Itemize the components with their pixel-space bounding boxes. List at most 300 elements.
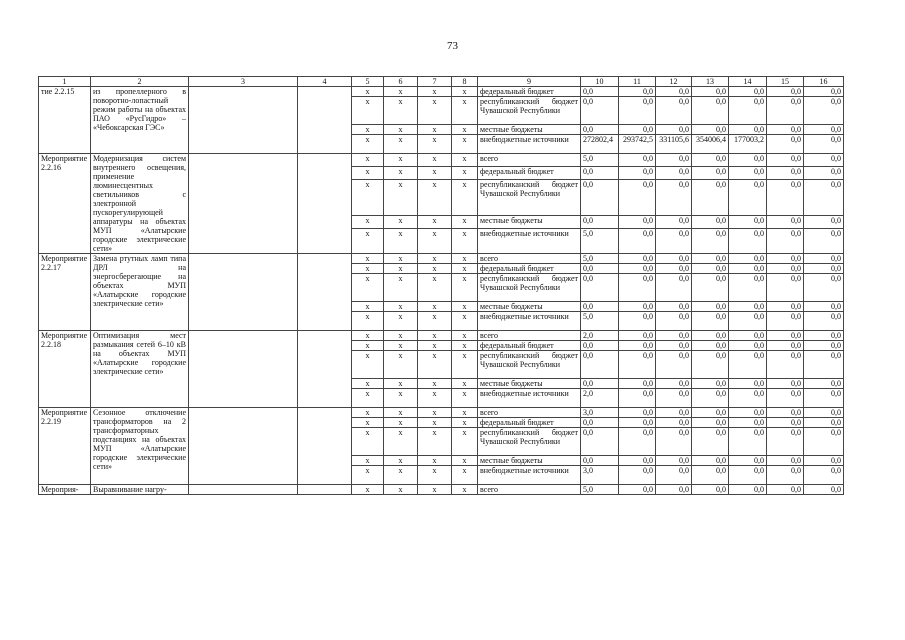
amount-cell: 0,0: [619, 274, 656, 302]
amount-cell: 0,0: [619, 125, 656, 135]
code-cell: x: [384, 351, 418, 379]
funding-source: местные бюджеты: [478, 302, 581, 312]
amount-cell: 0,0: [692, 154, 729, 167]
amount-cell: 0,0: [656, 125, 692, 135]
code-cell: x: [452, 274, 478, 302]
code-cell: x: [352, 254, 384, 264]
amount-cell: 0,0: [619, 216, 656, 229]
code-cell: x: [418, 379, 452, 389]
code-cell: x: [452, 456, 478, 466]
amount-cell: 0,0: [581, 166, 619, 179]
amount-cell: 0,0: [729, 254, 767, 264]
code-cell: x: [418, 216, 452, 229]
code-cell: x: [418, 302, 452, 312]
amount-cell: 0,0: [804, 351, 844, 379]
amount-cell: 0,0: [729, 125, 767, 135]
amount-cell: 0,0: [656, 154, 692, 167]
amount-cell: 0,0: [692, 351, 729, 379]
amount-cell: 0,0: [692, 331, 729, 341]
code-cell: x: [384, 331, 418, 341]
code-cell: x: [452, 428, 478, 456]
column-header: 14: [729, 77, 767, 87]
code-cell: x: [384, 229, 418, 254]
code-cell: x: [384, 341, 418, 351]
amount-cell: 0,0: [804, 302, 844, 312]
amount-cell: 0,0: [656, 428, 692, 456]
column-header: 15: [767, 77, 804, 87]
code-cell: x: [352, 216, 384, 229]
code-cell: x: [418, 135, 452, 154]
column-header: 9: [478, 77, 581, 87]
measure-description: Модернизация систем внутреннего освещения, применение люминесцентных светильников с электронной пускорегулирующей аппаратуры на объектах МУП «Алатырские городские электрические сети»: [91, 154, 189, 254]
code-cell: x: [384, 408, 418, 418]
coexecutor-cell: [298, 485, 352, 495]
amount-cell: 0,0: [804, 341, 844, 351]
table-row: [39, 408, 844, 418]
amount-cell: 0,0: [804, 229, 844, 254]
amount-cell: 0,0: [581, 302, 619, 312]
amount-cell: 3,0: [581, 408, 619, 418]
code-cell: x: [384, 264, 418, 274]
amount-cell: 0,0: [804, 379, 844, 389]
amount-cell: 0,0: [804, 418, 844, 428]
column-header-row: [39, 77, 844, 87]
code-cell: x: [352, 428, 384, 456]
code-cell: x: [452, 87, 478, 97]
amount-cell: 0,0: [619, 408, 656, 418]
amount-cell: 0,0: [729, 274, 767, 302]
code-cell: x: [384, 379, 418, 389]
code-cell: x: [418, 274, 452, 302]
amount-cell: 0,0: [692, 418, 729, 428]
amount-cell: 0,0: [767, 97, 804, 125]
amount-cell: 0,0: [767, 264, 804, 274]
code-cell: x: [352, 341, 384, 351]
code-cell: x: [352, 229, 384, 254]
code-cell: x: [352, 264, 384, 274]
code-cell: x: [452, 341, 478, 351]
amount-cell: 0,0: [581, 125, 619, 135]
amount-cell: 0,0: [619, 379, 656, 389]
amount-cell: 0,0: [692, 428, 729, 456]
amount-cell: 0,0: [804, 456, 844, 466]
code-cell: x: [352, 466, 384, 485]
amount-cell: 0,0: [729, 466, 767, 485]
amount-cell: 0,0: [729, 456, 767, 466]
code-cell: x: [452, 254, 478, 264]
amount-cell: 0,0: [804, 331, 844, 341]
amount-cell: 0,0: [581, 351, 619, 379]
amount-cell: 0,0: [619, 485, 656, 495]
code-cell: x: [384, 302, 418, 312]
amount-cell: 0,0: [729, 389, 767, 408]
amount-cell: 0,0: [729, 418, 767, 428]
responsible-cell: [189, 254, 298, 331]
amount-cell: 0,0: [656, 312, 692, 331]
amount-cell: 2,0: [581, 331, 619, 341]
amount-cell: 0,0: [581, 264, 619, 274]
amount-cell: 0,0: [619, 166, 656, 179]
amount-cell: 0,0: [729, 264, 767, 274]
amount-cell: 0,0: [619, 179, 656, 215]
amount-cell: 272802,4: [581, 135, 619, 154]
amount-cell: 0,0: [692, 97, 729, 125]
funding-source: всего: [478, 485, 581, 495]
column-header: 11: [619, 77, 656, 87]
code-cell: x: [418, 97, 452, 125]
amount-cell: 293742,5: [619, 135, 656, 154]
code-cell: x: [352, 274, 384, 302]
amount-cell: 0,0: [692, 274, 729, 302]
amount-cell: 0,0: [656, 264, 692, 274]
code-cell: x: [418, 125, 452, 135]
code-cell: x: [384, 274, 418, 302]
code-cell: x: [418, 254, 452, 264]
code-cell: x: [352, 485, 384, 495]
amount-cell: 0,0: [692, 179, 729, 215]
funding-source: внебюджетные источники: [478, 135, 581, 154]
amount-cell: 0,0: [656, 87, 692, 97]
amount-cell: 0,0: [692, 87, 729, 97]
code-cell: x: [452, 408, 478, 418]
amount-cell: 0,0: [767, 254, 804, 264]
funding-source: федеральный бюджет: [478, 87, 581, 97]
funding-source: республиканский бюджет Чувашской Республики: [478, 428, 581, 456]
amount-cell: 0,0: [767, 154, 804, 167]
code-cell: x: [384, 312, 418, 331]
amount-cell: 0,0: [581, 456, 619, 466]
amount-cell: 0,0: [656, 456, 692, 466]
amount-cell: 0,0: [581, 428, 619, 456]
funding-source: внебюджетные источники: [478, 466, 581, 485]
responsible-cell: [189, 87, 298, 154]
code-cell: x: [452, 331, 478, 341]
code-cell: x: [418, 456, 452, 466]
amount-cell: 0,0: [581, 216, 619, 229]
amount-cell: 0,0: [656, 179, 692, 215]
amount-cell: 0,0: [767, 485, 804, 495]
code-cell: x: [418, 428, 452, 456]
code-cell: x: [452, 389, 478, 408]
code-cell: x: [418, 264, 452, 274]
amount-cell: 0,0: [619, 456, 656, 466]
coexecutor-cell: [298, 254, 352, 331]
code-cell: x: [352, 302, 384, 312]
code-cell: x: [418, 331, 452, 341]
amount-cell: 0,0: [581, 418, 619, 428]
code-cell: x: [418, 229, 452, 254]
table-row: [39, 254, 844, 264]
code-cell: x: [352, 135, 384, 154]
code-cell: x: [418, 341, 452, 351]
amount-cell: 0,0: [692, 466, 729, 485]
amount-cell: 0,0: [767, 229, 804, 254]
amount-cell: 0,0: [619, 351, 656, 379]
code-cell: x: [452, 166, 478, 179]
amount-cell: 331105,6: [656, 135, 692, 154]
code-cell: x: [452, 312, 478, 331]
amount-cell: 0,0: [729, 428, 767, 456]
code-cell: x: [452, 154, 478, 167]
amount-cell: 0,0: [804, 389, 844, 408]
measure-description: Выравнивание нагру-: [91, 485, 189, 495]
amount-cell: 0,0: [804, 312, 844, 331]
measure-description: из пропеллерного в поворотно-лопастный режим работы на объектах ПАО «РусГидро» – «Чебоксарская ГЭС»: [91, 87, 189, 154]
amount-cell: 0,0: [619, 312, 656, 331]
amount-cell: 0,0: [581, 379, 619, 389]
code-cell: x: [352, 97, 384, 125]
responsible-cell: [189, 408, 298, 485]
code-cell: x: [452, 216, 478, 229]
amount-cell: 0,0: [767, 135, 804, 154]
amount-cell: 0,0: [804, 97, 844, 125]
code-cell: x: [352, 331, 384, 341]
amount-cell: 0,0: [619, 466, 656, 485]
amount-cell: 0,0: [619, 254, 656, 264]
measure-label: тие 2.2.15: [39, 87, 91, 154]
budget-table: [38, 76, 844, 495]
amount-cell: 0,0: [804, 254, 844, 264]
code-cell: x: [352, 418, 384, 428]
amount-cell: 0,0: [804, 135, 844, 154]
amount-cell: 0,0: [729, 408, 767, 418]
code-cell: x: [384, 87, 418, 97]
amount-cell: 0,0: [729, 485, 767, 495]
column-header: 16: [804, 77, 844, 87]
amount-cell: 0,0: [729, 97, 767, 125]
code-cell: x: [384, 254, 418, 264]
code-cell: x: [452, 97, 478, 125]
amount-cell: 0,0: [619, 302, 656, 312]
amount-cell: 0,0: [804, 216, 844, 229]
code-cell: x: [452, 418, 478, 428]
amount-cell: 0,0: [656, 379, 692, 389]
code-cell: x: [418, 312, 452, 331]
measure-label: Мероприятие 2.2.19: [39, 408, 91, 485]
amount-cell: 0,0: [767, 466, 804, 485]
code-cell: x: [452, 302, 478, 312]
funding-source: федеральный бюджет: [478, 264, 581, 274]
page-number: 73: [447, 40, 458, 52]
column-header: 3: [189, 77, 298, 87]
coexecutor-cell: [298, 331, 352, 408]
amount-cell: 0,0: [729, 302, 767, 312]
funding-source: республиканский бюджет Чувашской Республики: [478, 179, 581, 215]
amount-cell: 0,0: [656, 274, 692, 302]
amount-cell: 0,0: [767, 274, 804, 302]
funding-source: местные бюджеты: [478, 216, 581, 229]
column-header: 4: [298, 77, 352, 87]
amount-cell: 0,0: [692, 166, 729, 179]
code-cell: x: [384, 135, 418, 154]
amount-cell: 0,0: [656, 351, 692, 379]
amount-cell: 0,0: [767, 341, 804, 351]
amount-cell: 0,0: [729, 312, 767, 331]
amount-cell: 0,0: [804, 154, 844, 167]
amount-cell: 0,0: [656, 254, 692, 264]
measure-label: Мероприя-: [39, 485, 91, 495]
amount-cell: 5,0: [581, 312, 619, 331]
funding-source: федеральный бюджет: [478, 166, 581, 179]
code-cell: x: [352, 408, 384, 418]
amount-cell: 0,0: [767, 87, 804, 97]
funding-source: федеральный бюджет: [478, 341, 581, 351]
amount-cell: 0,0: [692, 254, 729, 264]
amount-cell: 0,0: [804, 408, 844, 418]
amount-cell: 0,0: [656, 408, 692, 418]
column-header: 10: [581, 77, 619, 87]
code-cell: x: [352, 312, 384, 331]
amount-cell: 0,0: [692, 229, 729, 254]
amount-cell: 0,0: [767, 302, 804, 312]
amount-cell: 0,0: [692, 264, 729, 274]
amount-cell: 354006,4: [692, 135, 729, 154]
amount-cell: 0,0: [692, 485, 729, 495]
column-header: 13: [692, 77, 729, 87]
code-cell: x: [418, 466, 452, 485]
code-cell: x: [352, 125, 384, 135]
amount-cell: 0,0: [767, 418, 804, 428]
amount-cell: 0,0: [656, 229, 692, 254]
amount-cell: 0,0: [729, 166, 767, 179]
amount-cell: 0,0: [692, 389, 729, 408]
amount-cell: 0,0: [692, 341, 729, 351]
amount-cell: 5,0: [581, 485, 619, 495]
coexecutor-cell: [298, 408, 352, 485]
amount-cell: 5,0: [581, 254, 619, 264]
code-cell: x: [384, 97, 418, 125]
funding-source: всего: [478, 408, 581, 418]
amount-cell: 0,0: [729, 87, 767, 97]
amount-cell: 0,0: [767, 125, 804, 135]
amount-cell: 0,0: [581, 179, 619, 215]
amount-cell: 0,0: [656, 97, 692, 125]
code-cell: x: [452, 379, 478, 389]
responsible-cell: [189, 331, 298, 408]
column-header: 8: [452, 77, 478, 87]
code-cell: x: [384, 428, 418, 456]
amount-cell: 0,0: [656, 302, 692, 312]
funding-source: федеральный бюджет: [478, 418, 581, 428]
amount-cell: 0,0: [619, 229, 656, 254]
amount-cell: 2,0: [581, 389, 619, 408]
amount-cell: 0,0: [656, 389, 692, 408]
funding-source: местные бюджеты: [478, 125, 581, 135]
amount-cell: 0,0: [804, 87, 844, 97]
code-cell: x: [352, 179, 384, 215]
amount-cell: 0,0: [619, 331, 656, 341]
column-header: 2: [91, 77, 189, 87]
code-cell: x: [452, 125, 478, 135]
column-header: 1: [39, 77, 91, 87]
amount-cell: 0,0: [656, 466, 692, 485]
code-cell: x: [384, 154, 418, 167]
funding-source: внебюджетные источники: [478, 389, 581, 408]
amount-cell: 0,0: [581, 97, 619, 125]
coexecutor-cell: [298, 87, 352, 154]
funding-source: всего: [478, 331, 581, 341]
funding-source: республиканский бюджет Чувашской Республики: [478, 274, 581, 302]
amount-cell: 0,0: [767, 179, 804, 215]
amount-cell: 0,0: [619, 97, 656, 125]
amount-cell: 3,0: [581, 466, 619, 485]
coexecutor-cell: [298, 154, 352, 254]
code-cell: x: [384, 216, 418, 229]
measure-description: Оптимизация мест размыкания сетей 6–10 кВ на объектах МУП «Алатырские городские электрические сети»: [91, 331, 189, 408]
amount-cell: 0,0: [804, 274, 844, 302]
code-cell: x: [418, 408, 452, 418]
code-cell: x: [452, 135, 478, 154]
code-cell: x: [418, 485, 452, 495]
amount-cell: 0,0: [692, 216, 729, 229]
code-cell: x: [418, 418, 452, 428]
amount-cell: 5,0: [581, 229, 619, 254]
amount-cell: 0,0: [767, 389, 804, 408]
code-cell: x: [452, 229, 478, 254]
amount-cell: 0,0: [656, 341, 692, 351]
amount-cell: 0,0: [619, 264, 656, 274]
amount-cell: 0,0: [767, 428, 804, 456]
funding-source: республиканский бюджет Чувашской Республики: [478, 351, 581, 379]
code-cell: x: [384, 456, 418, 466]
code-cell: x: [452, 466, 478, 485]
amount-cell: 0,0: [692, 302, 729, 312]
amount-cell: 0,0: [619, 428, 656, 456]
measure-label: Мероприятие 2.2.16: [39, 154, 91, 254]
responsible-cell: [189, 154, 298, 254]
amount-cell: 0,0: [767, 456, 804, 466]
column-header: 5: [352, 77, 384, 87]
measure-label: Мероприятие 2.2.17: [39, 254, 91, 331]
code-cell: x: [418, 351, 452, 379]
amount-cell: 0,0: [581, 274, 619, 302]
code-cell: x: [384, 485, 418, 495]
code-cell: x: [352, 351, 384, 379]
code-cell: x: [352, 87, 384, 97]
amount-cell: 0,0: [619, 418, 656, 428]
amount-cell: 0,0: [729, 379, 767, 389]
code-cell: x: [384, 389, 418, 408]
measure-label: Мероприятие 2.2.18: [39, 331, 91, 408]
code-cell: x: [352, 154, 384, 167]
code-cell: x: [452, 264, 478, 274]
amount-cell: 0,0: [767, 408, 804, 418]
amount-cell: 0,0: [767, 166, 804, 179]
column-header: 12: [656, 77, 692, 87]
measure-description: Сезонное отключение трансформаторов на 2 трансформаторных подстанциях на объектах МУП «Алатырские городские электрические сети»: [91, 408, 189, 485]
measure-description: Замена ртутных ламп типа ДРЛ на энергосберегающие на объектах МУП «Алатырские городские электрические сети»: [91, 254, 189, 331]
code-cell: x: [418, 154, 452, 167]
funding-source: всего: [478, 254, 581, 264]
amount-cell: 0,0: [729, 179, 767, 215]
amount-cell: 0,0: [804, 485, 844, 495]
funding-source: внебюджетные источники: [478, 229, 581, 254]
code-cell: x: [418, 166, 452, 179]
amount-cell: 0,0: [804, 264, 844, 274]
amount-cell: 0,0: [692, 379, 729, 389]
amount-cell: 0,0: [729, 154, 767, 167]
code-cell: x: [384, 466, 418, 485]
column-header: 7: [418, 77, 452, 87]
funding-source: местные бюджеты: [478, 456, 581, 466]
funding-source: республиканский бюджет Чувашской Республики: [478, 97, 581, 125]
amount-cell: 0,0: [692, 408, 729, 418]
funding-source: всего: [478, 154, 581, 167]
amount-cell: 0,0: [692, 456, 729, 466]
amount-cell: 0,0: [581, 87, 619, 97]
amount-cell: 0,0: [729, 229, 767, 254]
column-header: 6: [384, 77, 418, 87]
